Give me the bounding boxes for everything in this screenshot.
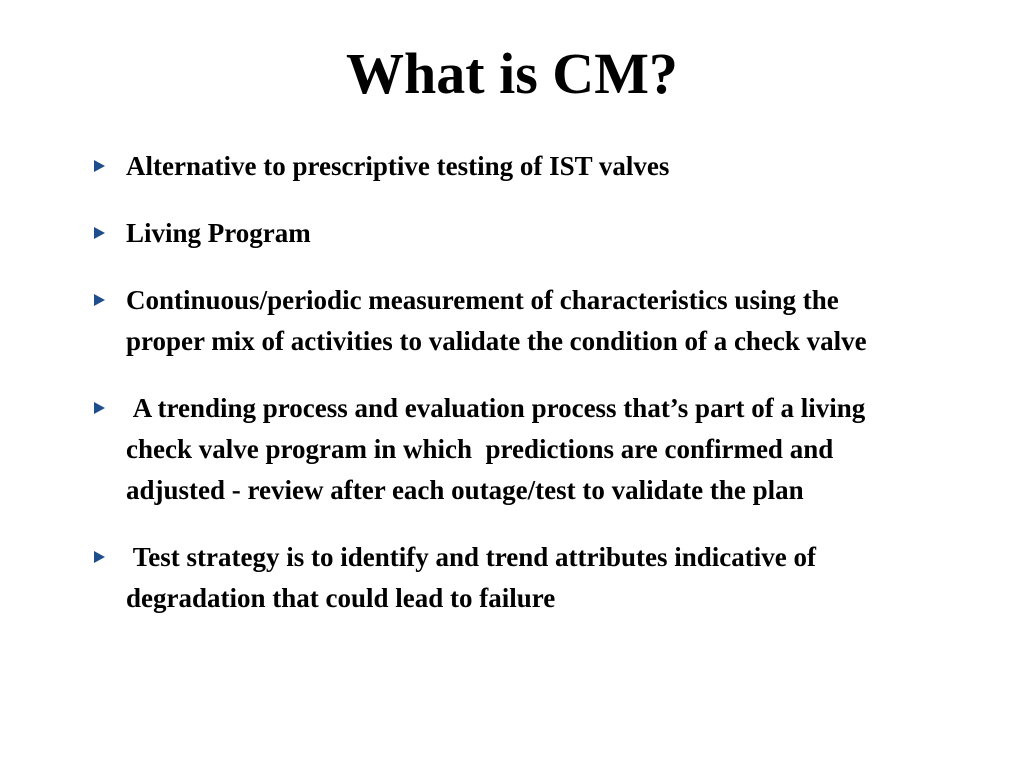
- bullet-text: Alternative to prescriptive testing of IST valves: [126, 151, 670, 181]
- bullet-item: [92, 388, 922, 511]
- bullet-text: A trending process and evaluation process that’s part of a living check valve program in which predictions are confirmed and adjusted - review after each outage/test to validate the plan: [126, 393, 873, 505]
- bullet-list: [92, 146, 922, 645]
- bullet-text: Continuous/periodic measurement of characteristics using the proper mix of activities to validate the condition of a check valve: [126, 285, 867, 356]
- bullet-item: [92, 537, 922, 619]
- bullet-item: [92, 280, 922, 362]
- triangle-bullet-icon: [94, 160, 105, 172]
- bullet-item: [92, 213, 922, 254]
- triangle-bullet-icon: [94, 402, 105, 414]
- slide-title: What is CM?: [346, 41, 678, 106]
- bullet-item: [92, 146, 922, 187]
- triangle-bullet-icon: [94, 227, 105, 239]
- bullet-text: Test strategy is to identify and trend attributes indicative of degradation that could lead to failure: [126, 542, 823, 613]
- triangle-bullet-icon: [94, 294, 105, 306]
- triangle-bullet-icon: [94, 551, 105, 563]
- bullet-text: Living Program: [126, 218, 311, 248]
